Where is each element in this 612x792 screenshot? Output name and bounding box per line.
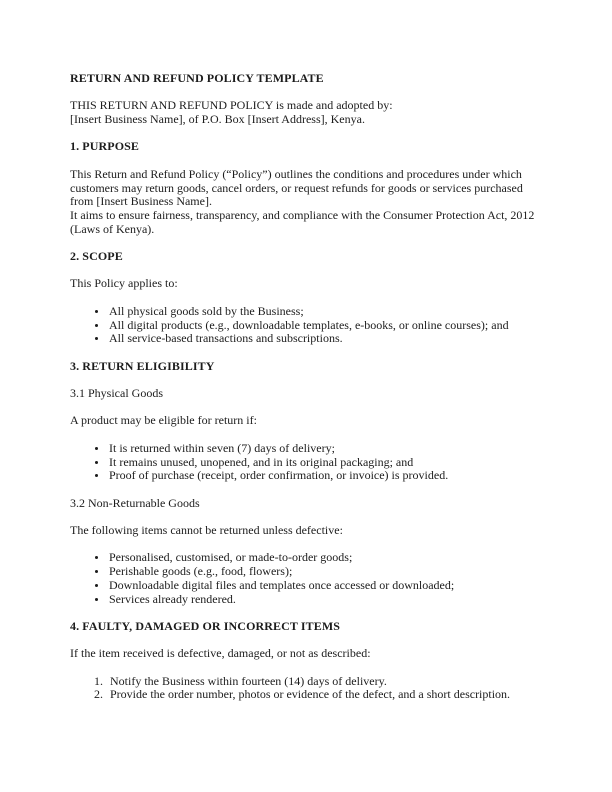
non-returnable-lead: The following items cannot be returned unless defective: xyxy=(70,523,343,538)
list-item: 1. Notify the Business within fourteen (14) days of delivery. xyxy=(106,675,541,689)
list-item: • All digital products (e.g., downloadable templates, e-books, or online courses); and xyxy=(108,319,541,333)
section-heading-scope: 2. SCOPE xyxy=(70,249,123,264)
document-title: RETURN AND REFUND POLICY TEMPLATE xyxy=(70,71,324,85)
intro-paragraph xyxy=(70,99,541,126)
subsection-heading-non-returnable: 3.2 Non-Returnable Goods xyxy=(70,495,200,510)
subsection-heading-physical-goods: 3.1 Physical Goods xyxy=(70,386,163,401)
list-item: • All service-based transactions and subscriptions. xyxy=(108,332,541,346)
list-item: • Perishable goods (e.g., food, flowers); xyxy=(108,565,541,579)
intro-line-1: THIS RETURN AND REFUND POLICY is made and adopted by: xyxy=(70,98,393,113)
list-item: • It remains unused, unopened, and in its original packaging; and xyxy=(108,456,541,470)
purpose-paragraph-2: It aims to ensure fairness, transparency, and compliance with the Consumer Protection Act, 2012 (Laws of Kenya). xyxy=(70,207,535,236)
physical-goods-lead: A product may be eligible for return if: xyxy=(70,413,257,428)
purpose-paragraph xyxy=(70,168,541,237)
scope-bullet-list xyxy=(70,305,541,346)
non-returnable-bullet-list xyxy=(70,551,541,606)
list-item: • Personalised, customised, or made-to-order goods; xyxy=(108,551,541,565)
list-item: • Proof of purchase (receipt, order confirmation, or invoice) is provided. xyxy=(108,469,541,483)
section-heading-faulty-items: 4. FAULTY, DAMAGED OR INCORRECT ITEMS xyxy=(70,618,341,633)
list-item: • It is returned within seven (7) days of delivery; xyxy=(108,442,541,456)
faulty-items-numbered-list xyxy=(70,675,541,702)
list-item: • Downloadable digital files and templates once accessed or downloaded; xyxy=(108,579,541,593)
list-item: • All physical goods sold by the Business; xyxy=(108,305,541,319)
section-heading-return-eligibility: 3. RETURN ELIGIBILITY xyxy=(70,358,215,373)
physical-goods-bullet-list xyxy=(70,442,541,483)
intro-line-2: [Insert Business Name], of P.O. Box [Insert Address], Kenya. xyxy=(70,112,365,127)
purpose-paragraph-1: This Return and Refund Policy (“Policy”) outlines the conditions and procedures under which customers may return goods, cancel orders, or request refunds for goods or services purchased from [Insert Business Name]. xyxy=(70,166,523,209)
scope-lead: This Policy applies to: xyxy=(70,276,178,291)
list-item: 2. Provide the order number, photos or evidence of the defect, and a short description. xyxy=(106,688,541,702)
section-heading-purpose: 1. PURPOSE xyxy=(70,139,140,154)
faulty-items-lead: If the item received is defective, damaged, or not as described: xyxy=(70,646,371,661)
list-item: • Services already rendered. xyxy=(108,593,541,607)
